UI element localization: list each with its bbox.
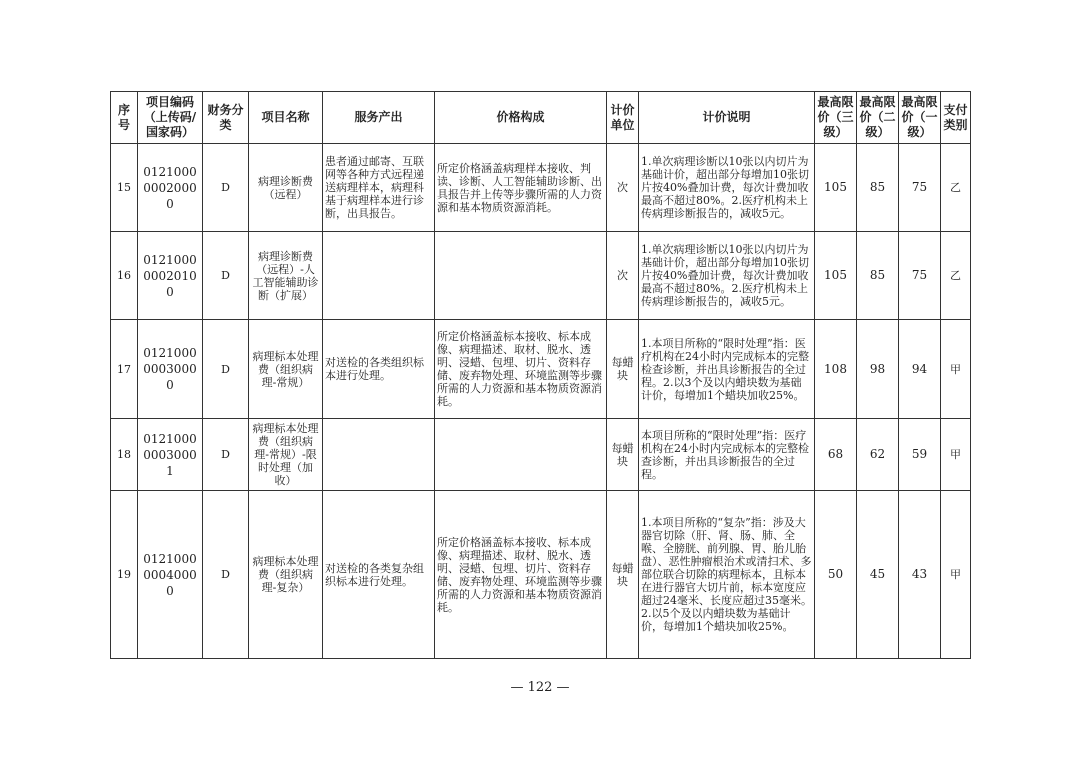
cell-price-level2: 62 (857, 419, 899, 491)
cell-seq: 18 (111, 419, 138, 491)
cell-seq: 15 (111, 144, 138, 232)
table-header-row (111, 92, 971, 144)
header-code: 项目编码（上传码/国家码） (138, 92, 203, 144)
cell-code: 012100000020100 (138, 232, 203, 320)
cell-pay: 甲 (941, 419, 971, 491)
header-output: 服务产出 (323, 92, 435, 144)
table-row (111, 232, 971, 320)
cell-price-level3: 108 (815, 320, 857, 419)
header-unit: 计价单位 (607, 92, 639, 144)
cell-price-level2: 98 (857, 320, 899, 419)
page-number: — 122 — (510, 680, 570, 695)
cell-code: 012100000020000 (138, 144, 203, 232)
cell-unit: 每蜡块 (607, 419, 639, 491)
header-price-level3: 最高限价（三级） (815, 92, 857, 144)
cell-output: 对送检的各类复杂组织标本进行处理。 (323, 491, 435, 659)
cell-pay: 乙 (941, 232, 971, 320)
header-finance: 财务分类 (203, 92, 249, 144)
table-row (111, 491, 971, 659)
cell-price-level3: 105 (815, 144, 857, 232)
header-price-level2: 最高限价（二级） (857, 92, 899, 144)
cell-unit: 每蜡块 (607, 320, 639, 419)
cell-price-level2: 85 (857, 232, 899, 320)
cell-seq: 19 (111, 491, 138, 659)
cell-seq: 16 (111, 232, 138, 320)
cell-unit: 次 (607, 232, 639, 320)
table-row (111, 144, 971, 232)
cell-output: 患者通过邮寄、互联网等各种方式远程递送病理样本，病理科基于病理样本进行诊断，出具报告。 (323, 144, 435, 232)
cell-unit: 每蜡块 (607, 491, 639, 659)
cell-composition: 所定价格涵盖病理样本接收、判读、诊断、人工智能辅助诊断、出具报告并上传等步骤所需的人力资源和基本物质资源消耗。 (435, 144, 607, 232)
cell-price-level1: 59 (899, 419, 941, 491)
header-composition: 价格构成 (435, 92, 607, 144)
cell-pay: 甲 (941, 320, 971, 419)
cell-code: 012100000030001 (138, 419, 203, 491)
cell-price-level3: 105 (815, 232, 857, 320)
price-table-container (110, 91, 970, 659)
header-desc: 计价说明 (639, 92, 815, 144)
cell-desc: 1.单次病理诊断以10张以内切片为基础计价，超出部分每增加10张切片按40%叠加计费，每次计费加收最高不超过80%。2.医疗机构未上传病理诊断报告的，减收5元。 (639, 144, 815, 232)
cell-finance: D (203, 232, 249, 320)
cell-code: 012100000040000 (138, 491, 203, 659)
cell-composition: 所定价格涵盖标本接收、标本成像、病理描述、取材、脱水、透明、浸蜡、包埋、切片、资料存储、废弃物处理、环境监测等步骤所需的人力资源和基本物质资源消耗。 (435, 491, 607, 659)
header-seq: 序号 (111, 92, 138, 144)
cell-price-level3: 68 (815, 419, 857, 491)
cell-seq: 17 (111, 320, 138, 419)
table-row (111, 419, 971, 491)
cell-price-level1: 75 (899, 144, 941, 232)
table-row (111, 320, 971, 419)
cell-finance: D (203, 144, 249, 232)
cell-composition (435, 419, 607, 491)
cell-desc: 1.本项目所称的“限时处理”指：医疗机构在24小时内完成标本的完整检查诊断，并出具诊断报告的全过程。2.以3个及以内蜡块数为基础计价，每增加1个蜡块加收25%。 (639, 320, 815, 419)
cell-composition (435, 232, 607, 320)
header-pay: 支付类别 (941, 92, 971, 144)
cell-name: 病理诊断费（远程）-人工智能辅助诊断（扩展） (249, 232, 323, 320)
cell-price-level3: 50 (815, 491, 857, 659)
cell-finance: D (203, 320, 249, 419)
cell-price-level1: 94 (899, 320, 941, 419)
cell-code: 012100000030000 (138, 320, 203, 419)
cell-output: 对送检的各类组织标本进行处理。 (323, 320, 435, 419)
cell-output (323, 419, 435, 491)
cell-name: 病理标本处理费（组织病理-常规）-限时处理（加收） (249, 419, 323, 491)
header-name: 项目名称 (249, 92, 323, 144)
cell-desc: 本项目所称的“限时处理”指：医疗机构在24小时内完成标本的完整检查诊断，并出具诊断报告的全过程。 (639, 419, 815, 491)
cell-unit: 次 (607, 144, 639, 232)
price-table (110, 91, 971, 659)
cell-desc: 1.单次病理诊断以10张以内切片为基础计价，超出部分每增加10张切片按40%叠加计费，每次计费加收最高不超过80%。2.医疗机构未上传病理诊断报告的，减收5元。 (639, 232, 815, 320)
cell-finance: D (203, 491, 249, 659)
cell-name: 病理标本处理费（组织病理-常规） (249, 320, 323, 419)
cell-pay: 乙 (941, 144, 971, 232)
cell-finance: D (203, 419, 249, 491)
cell-name: 病理诊断费（远程） (249, 144, 323, 232)
cell-output (323, 232, 435, 320)
cell-price-level1: 43 (899, 491, 941, 659)
header-price-level1: 最高限价（一级） (899, 92, 941, 144)
cell-desc: 1.本项目所称的“复杂”指：涉及大器官切除（肝、肾、肠、肺、全喉、全膀胱、前列腺、胃、胎儿胎盘）、恶性肿瘤根治术或清扫术、多部位联合切除的病理标本，且标本在进行器官大切片前，标本宽度应超过24毫米、长度应超过35毫米。2.以5个及以内蜡块数为基础计价，每增加1个蜡块加收25%。 (639, 491, 815, 659)
cell-price-level1: 75 (899, 232, 941, 320)
cell-pay: 甲 (941, 491, 971, 659)
cell-price-level2: 85 (857, 144, 899, 232)
cell-price-level2: 45 (857, 491, 899, 659)
cell-name: 病理标本处理费（组织病理-复杂） (249, 491, 323, 659)
cell-composition: 所定价格涵盖标本接收、标本成像、病理描述、取材、脱水、透明、浸蜡、包埋、切片、资料存储、废弃物处理、环境监测等步骤所需的人力资源和基本物质资源消耗。 (435, 320, 607, 419)
